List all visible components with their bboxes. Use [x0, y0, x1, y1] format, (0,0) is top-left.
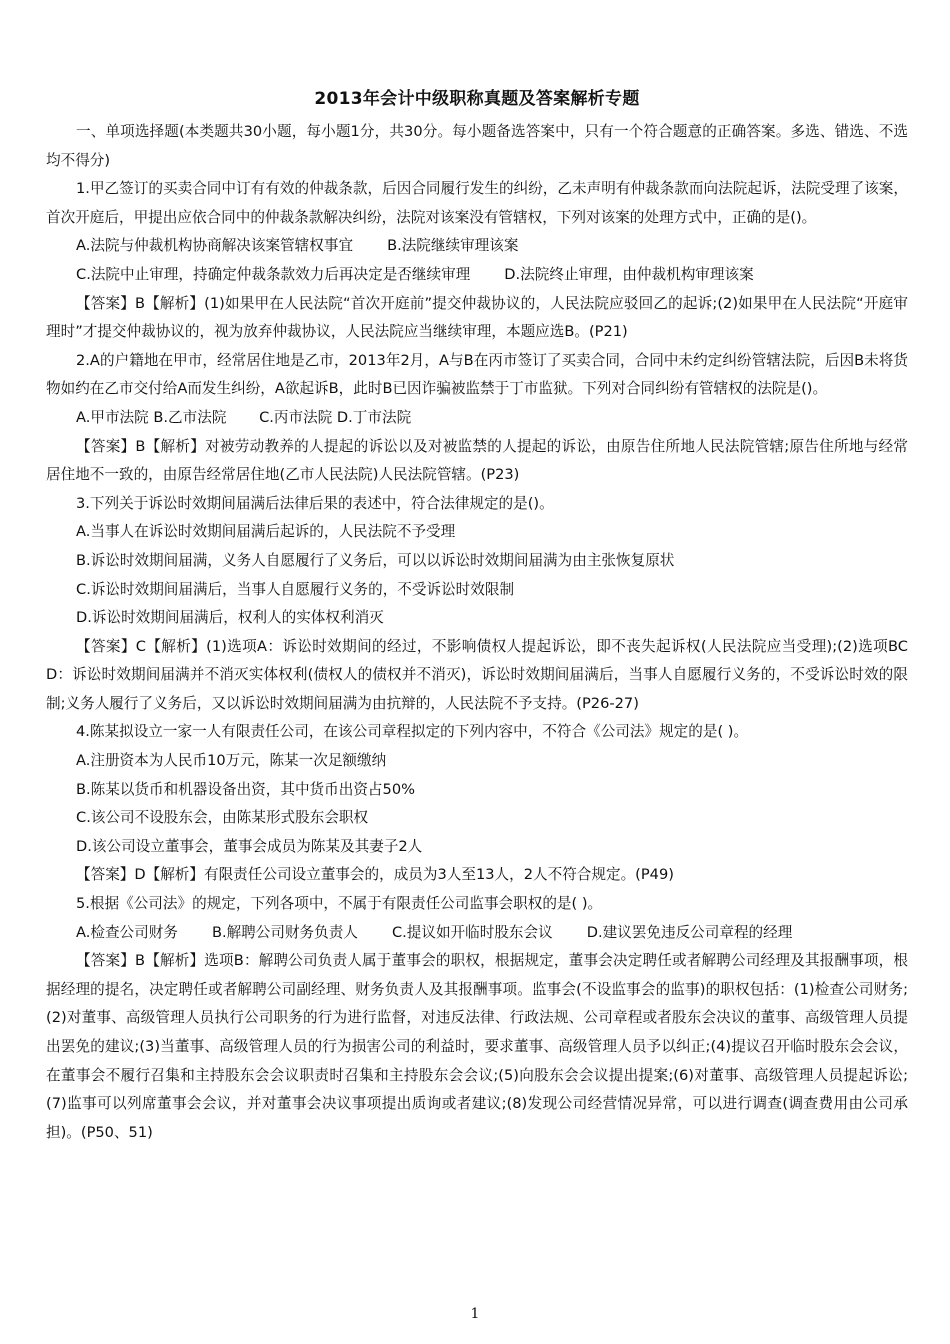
option: D.法院终止审理，由仲裁机构审理该案 [504, 265, 754, 283]
option: C.该公司不设股东会，由陈某形式股东会职权 [76, 809, 369, 827]
option: B.陈某以货币和机器设备出资，其中货币出资占50% [76, 780, 415, 798]
option: A.检查公司财务 [76, 923, 178, 941]
question-stem: 3.下列关于诉讼时效期间届满后法律后果的表述中，符合法律规定的是()。 [76, 494, 554, 512]
question-stem: 2.A的户籍地在甲市，经常居住地是乙市，2013年2月，A与B在丙市签订了买卖合同，合同中未约定纠纷管辖法院，后因B未将货物如约在乙市交付给A而发生纠纷，A欲起诉B，此时B已因诈骗被监禁于丁市监狱。下列对合同纠纷有管辖权的法院是()。 [46, 351, 908, 398]
option: B.法院继续审理该案 [387, 237, 519, 255]
section-heading: 一、单项选择题(本类题共30小题，每小题1分，共30分。每小题备选答案中，只有一个符合题意的正确答案。多选、错选、不选均不得分) [46, 123, 908, 169]
option: D.该公司设立董事会，董事会成员为陈某及其妻子2人 [76, 837, 423, 855]
option: D.建议罢免违反公司章程的经理 [586, 923, 793, 941]
option-row [46, 404, 908, 433]
option: B.解聘公司财务负责人 [211, 923, 358, 941]
answer-explanation: 【答案】C【解析】(1)选项A：诉讼时效期间的经过，不影响债权人提起诉讼，即不丧失起诉权(人民法院应当受理);(2)选项BCD：诉讼时效期间届满并不消灭实体权利(债权人的债权并不消灭)，诉讼时效期间届满后，当事人自愿履行义务的，不受诉讼时效的限制;义务人履行了义务后，又以诉讼时效期间届满为由抗辩的，人民法院不予支持。(P26-27) [46, 637, 908, 712]
option: B.乙市法院 [153, 408, 227, 426]
option: C.诉讼时效期间届满后，当事人自愿履行义务的，不受诉讼时效限制 [76, 580, 515, 598]
page-number: 1 [470, 1306, 480, 1322]
answer-explanation: 【答案】B【解析】(1)如果甲在人民法院“首次开庭前”提交仲裁协议的，人民法院应驳回乙的起诉;(2)如果甲在人民法院“开庭审理时”才提交仲裁协议的，视为放弃仲裁协议，人民法院应当继续审理，本题应选B。(P21) [46, 294, 908, 341]
answer-explanation: 【答案】B【解析】选项B：解聘公司负责人属于董事会的职权，根据规定，董事会决定聘任或者解聘公司经理及其报酬事项，根据经理的提名，决定聘任或者解聘公司副经理、财务负责人及其报酬事项。监事会(不设监事会的监事)的职权包括：(1)检查公司财务;(2)对董事、高级管理人员执行公司职务的行为进行监督，对违反法律、行政法规、公司章程或者股东会决议的董事、高级管理人员提出罢免的建议;(3)当董事、高级管理人员的行为损害公司的利益时，要求董事、高级管理人员予以纠正;(4)提议召开临时股东会会议，在董事会不履行召集和主持股东会会议职责时召集和主持股东会会议;(5)向股东会会议提出提案;(6)对董事、高级管理人员提起诉讼;(7)监事可以列席董事会会议，并对董事会决议事项提出质询或者建议;(8)发现公司经营情况异常，可以进行调查(调查费用由公司承担)。(P50、51) [46, 952, 908, 1141]
option-row [46, 919, 908, 948]
option: A.甲市法院 [76, 408, 149, 426]
option: D.丁市法院 [336, 408, 412, 426]
option-row [46, 232, 908, 261]
option: A.法院与仲裁机构协商解决该案管辖权事宜 [76, 237, 354, 255]
option: C.法院中止审理，持确定仲裁条款效力后再决定是否继续审理 [76, 265, 471, 283]
option: D.诉讼时效期间届满后，权利人的实体权利消灭 [76, 609, 384, 627]
question-stem: 5.根据《公司法》的规定，下列各项中，不属于有限责任公司监事会职权的是( )。 [76, 895, 603, 913]
question-stem: 4.陈某拟设立一家一人有限责任公司，在该公司章程拟定的下列内容中，不符合《公司法》规定的是( )。 [76, 723, 749, 741]
answer-explanation: 【答案】B【解析】对被劳动教养的人提起的诉讼以及对被监禁的人提起的诉讼，由原告住所地人民法院管辖;原告住所地与经常居住地不一致的，由原告经常居住地(乙市人民法院)人民法院管辖。(P23) [46, 437, 908, 484]
question-stem: 1.甲乙签订的买卖合同中订有有效的仲裁条款，后因合同履行发生的纠纷，乙未声明有仲裁条款而向法院起诉，法院受理了该案，首次开庭后，甲提出应依合同中的仲裁条款解决纠纷，法院对该案没有管辖权，下列对该案的处理方式中，正确的是()。 [46, 180, 908, 226]
page-title: 2013年会计中级职称真题及答案解析专题 [314, 89, 640, 109]
option: A.当事人在诉讼时效期间届满后起诉的，人民法院不予受理 [76, 523, 456, 541]
option-row [46, 261, 908, 290]
option: C.提议如开临时股东会议 [391, 923, 553, 941]
answer-explanation: 【答案】D【解析】有限责任公司设立董事会的，成员为3人至13人，2人不符合规定。(P49) [76, 866, 674, 884]
document-page [46, 84, 908, 1147]
option: A.注册资本为人民币10万元，陈某一次足额缴纳 [76, 752, 387, 770]
option: C.丙市法院 [259, 408, 333, 426]
option: B.诉讼时效期间届满，义务人自愿履行了义务后，可以以诉讼时效期间届满为由主张恢复原状 [76, 551, 675, 569]
